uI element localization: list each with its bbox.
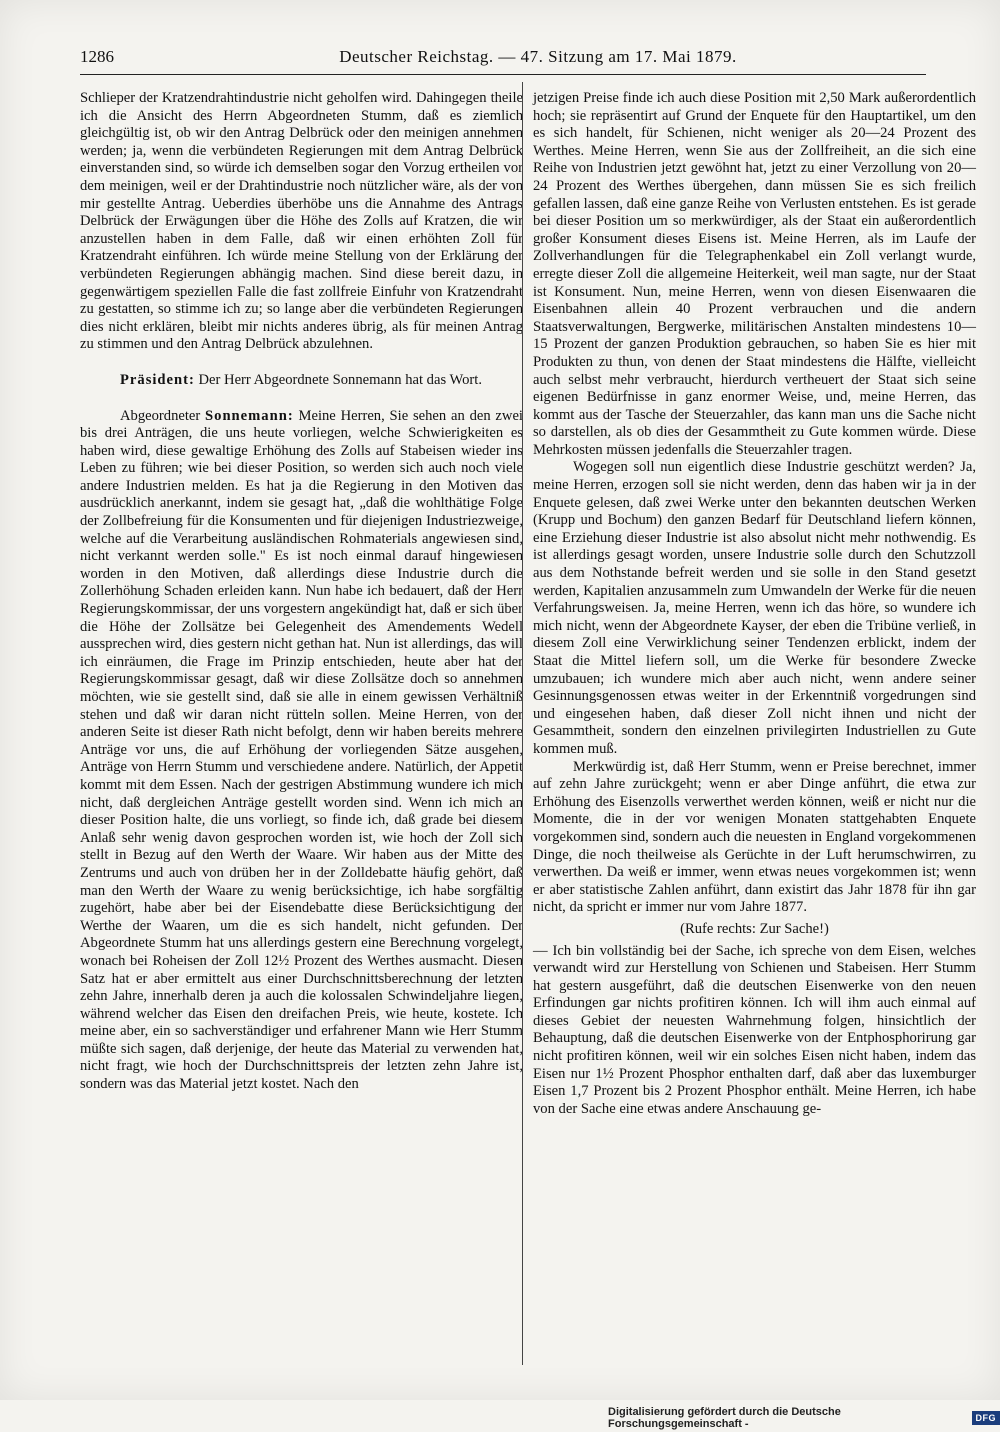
paragraph: Schlieper der Kratzendrahtindustrie nicht geholfen wird. Dahingegen theile ich die Ansicht des Herrn Abgeordneten Stumm, daß es ziemlich gleichgültig ist, ob wir den Antrag Delbrück oder den meinigen annehmen werden; ja, wenn die verbündeten Regierungen mit dem Antrag Delbrück einverstanden sind, so würde ich demselben sogar den Vorzug ertheilen vor dem meinigen, weil er der Drahtindustrie noch nützlicher wäre, als der von mir gestellte Antrag. Ueberdies überhöbe uns die Annahme des Antrags Delbrück der Erwägungen über die Höhe des Zolls auf Kratzen, die wir anzustellen haben in dem Falle, daß wir einen erhöhten Zoll für Kratzendraht einführen. Ich würde meine Stellung von der Erklärung der verbündeten Regierungen abhängig machen. Sind diese bereit dazu, in gegenwärtigem speziellen Falle die fast zollfreie Einfuhr von Kratzendraht zu gestatten, so stimme ich zu; so lange aber die verbündeten Regierungen dies nicht erklären, bleibt mir nichts anderes übrig, als für meinen Antrag zu stimmen und den Antrag Delbrück abzulehnen. (80, 90, 523, 353)
paragraph: Merkwürdig ist, daß Herr Stumm, wenn er Preise berechnet, immer auf zehn Jahre zurückgeht; wenn er aber Dinge anführt, die etwa zur Erhöhung des Eisenzolls verwerthet werden können, weiß er nicht nur die Momente, die in der vor wenigen Monaten stattgehabten Enquete vorgekommen sind, sondern auch die neuesten in England vorgekommenen Dinge, die noch theilweise als Gerüchte in der Luft herumschwirren, zu verwerthen. Da weiß er immer, wenn etwas neues vorgekommen ist; wenn er aber statistische Zahlen anführt, dann existirt das Jahr 1878 für ihn gar nicht, da spricht er immer nur vom Jahre 1877. (533, 758, 976, 916)
president-label: Präsident: (120, 371, 195, 388)
speaker-name: Sonnemann: (205, 407, 294, 424)
column-separator (522, 82, 523, 1365)
footer-text: Digitalisierung gefördert durch die Deutsche Forschungsgemeinschaft - (608, 1406, 841, 1430)
dfg-logo: DFG (972, 1411, 1000, 1425)
paragraph: Wogegen soll nun eigentlich diese Industrie geschützt werden? Ja, meine Herren, erzogen soll sie nicht werden, denn das haben wir ja in der Enquete gelesen, daß zwei Werke unter den bekannten deutschen Werken (Krupp und Bochum) den ganzen Bedarf für Deutschland liefern können, eine Erziehung dieser Industrie ist also absolut nicht mehr nothwendig. Es ist allerdings gesagt worden, unsere Industrie solle durch den Schutzzoll aus dem Nothstande befreit werden und sie solle in den Stand gesetzt werden, Kapitalien anzusammeln zum Umwandeln der Werke für die neuen Verfahrungsweisen. Ja, meine Herren, wenn ich das höre, so wundere ich mich nicht, wenn der Abgeordnete Kayser, der eben die Tribüne verließ, in diesem Zoll eine Verwirklichung seiner Tendenzen erblickt, indem der Staat die Mittel liefern soll, um die Werke für besondere Zwecke umzubauen; ich wundere mich aber auch nicht, wenn andere seiner Gesinnungsgenossen etwas weiter in der Erkenntniß vorgedrungen sind und eingesehen haben, daß dieser Zoll nicht ihnen und nicht der Gesammtheit, sondern den einzelnen privilegirten Industriellen zu Gute kommen muß. (533, 459, 976, 757)
president-statement (80, 372, 523, 390)
left-column (80, 90, 523, 1094)
page-number: 1286 (80, 47, 114, 66)
page-header (80, 42, 926, 72)
interjection: (Rufe rechts: Zur Sache!) (680, 920, 829, 937)
header-rule (80, 74, 926, 75)
paragraph: jetzigen Preise finde ich auch diese Position mit 2,50 Mark außerordentlich hoch; sie repräsentirt auf Grund der Enquete für den Hauptartikel, um den es sich handelt, für Schienen, nicht weniger als 20—24 Prozent des Werthes. Meine Herren, wenn Sie aus der Zollfreiheit, an die sich eine Reihe von Industrien jetzt gewöhnt hat, jetzt zu einer Verzollung von 20—24 Prozent des Werthes übergehen, dann müssen Sie es sich freilich gefallen lassen, daß eine ganze Reihe von Verlusten entstehen. Es ist gerade bei dieser Position um so merkwürdiger, als der Staat ein außerordentlich großer Konsument dieses Eisens ist. Meine Herren, als im Laufe der Zollverhandlungen für die Telegraphenkabel ein Zoll verlangt wurde, erregte dieser Zoll die allgemeine Heiterkeit, weil man sagte, nur der Staat ist Konsument. Nun, meine Herren, wenn von diesen Eisenwaaren die Eisenbahnen allein 40 Prozent verbrauchen und die andern Staatsverwaltungen, Bergwerke, militärischen Anstalten mindestens 10—15 Prozent der ganzen Produktion gebrauchen, so haben Sie es hier mit Produkten zu thun, von denen der Staat mindestens die Hälfte, vielleicht auch selbst mehr verbraucht, hierdurch vertheuert der Staat sich seine eigenen Bedürfnisse in ganz enormer Weise, und, meine Herren, das kommt aus der Tasche der Steuerzahler, das kann man uns die Sache nicht so darstellen, als ob dies der Gesammtheit zu Gute kommen würde. Diese Mehrkosten müssen jedenfalls die Steuerzahler tragen. (533, 90, 976, 458)
speaker-paragraph (80, 408, 523, 1094)
right-column (533, 90, 976, 1118)
paragraph: — Ich bin vollständig bei der Sache, ich spreche von dem Eisen, welches verwandt wird zur Herstellung von Schienen und Stabeisen. Herr Stumm hat gestern ausgeführt, daß die deutschen Eisenwerke von den neuen Erfindungen gar nichts profitiren können. Ich will ihm auch einmal auf dieses Gebiet der neuesten Wahrnehmung folgen, hinsichtlich der Behauptung, daß die deutschen Eisenwerke von der Entphosphorirung gar nicht profitiren können, weil wir ein solches Eisen nicht haben, indem das Eisen nur 1½ Prozent Phosphor enthalten darf, daß aber das luxemburger Eisen 1,7 Prozent bis 2 Prozent Phosphor enthält. Meine Herren, ich habe von der Sache eine etwas andere Anschauung ge- (533, 942, 976, 1117)
president-text: Der Herr Abgeordnete Sonnemann hat das Wort. (198, 371, 482, 388)
running-title: Deutscher Reichstag. — 47. Sitzung am 17. Mai 1879. (339, 47, 737, 66)
digitization-footer (608, 1406, 1000, 1430)
speech-text: Meine Herren, Sie sehen an den zwei bis drei Anträgen, die uns heute vorliegen, welche Schwierigkeiten es haben wird, diese gewaltige Erhöhung des Zolls auf Stabeisen wieder ins Leben zu führen; wie bei dieser Position, so werden sich auch noch viele andere Industrien melden. Es hat ja die Regierung in den Motiven das ausdrücklich anerkannt, indem sie gesagt hat, „daß die wohlthätige Folge der Zollbefreiung für die Konsumenten und für diejenigen Industriezweige, welche auf die Verarbeitung ausländischen Rohmaterials angewiesen sind, nicht verkannt werden solle." Es ist noch einmal darauf hingewiesen worden in den Motiven, daß allerdings diese Industrie durch die Zollerhöhung Schaden erleiden kann. Nun habe ich bedauert, daß der Herr Regierungskommissar, der uns vorgestern angekündigt hat, daß er sich über die Höhe der Zollsätze bei Gelegenheit des Amendements Wedell aussprechen wird, dies gestern nicht gethan hat. Nun ist allerdings, das will ich einräumen, die Frage im Prinzip entschieden, heute aber hat der Regierungskommissar gesagt, daß wir diese Zollsätze doch so annehmen möchten, wie sie gestellt sind, daß sie alle in einem gewissen Verhältniß stehen und daß wir daran nicht rütteln sollen. Meine Herren, von der anderen Seite ist dieser Rath nicht befolgt, denn wir haben bereits mehrere Anträge vor uns, die auf Erhöhung der vorliegenden Sätze ausgehen, Anträge von Herrn Stumm und verschiedene andere. Natürlich, der Appetit kommt mit dem Essen. Nach der gestrigen Abstimmung wundere ich mich nicht, daß dergleichen Anträge gestellt worden sind. Wenn ich mich an dieser Position halte, die uns vorliegt, so finde ich, daß grade bei diesem Anlaß sehr wenig davon gesprochen worden ist, wie hoch der Zoll sich stellt in Bezug auf den Werth der Waare. Wir haben aus der Mitte des Zentrums und auch von drüben her in der Zolldebatte häufig gehört, daß man den Werth der Waare zu wenig berücksichtige, ich habe sorgfältig zugehört, habe aber bei der Eisendebatte diese Berücksichtigung der Werthe der Waaren, um die es sich handelt, nicht gefunden. Der Abgeordnete Stumm hat uns allerdings gestern eine Berechnung vorgelegt, wonach bei Roheisen der Zoll 12½ Prozent des Werthes ausmacht. Diesen Satz hat er aber ermittelt aus einer Durchschnittsberechnung der letzten zehn Jahre, innerhalb deren ja auch die kolossalen Schwindeljahre liegen, während welcher das Eisen den dreifachen Preis, wie heute, kostete. Ich meine aber, ein so sachverständiger und erfahrener Mann wie Herr Stumm müßte sich sagen, daß derjenige, der heute das Material zu verwenden hat, nicht fragt, wie hoch der Durchschnittspreis der letzten zehn Jahre ist, sondern was das Material jetzt kostet. Nach den (80, 407, 523, 1093)
speaker-intro: Abgeordneter (120, 407, 201, 424)
